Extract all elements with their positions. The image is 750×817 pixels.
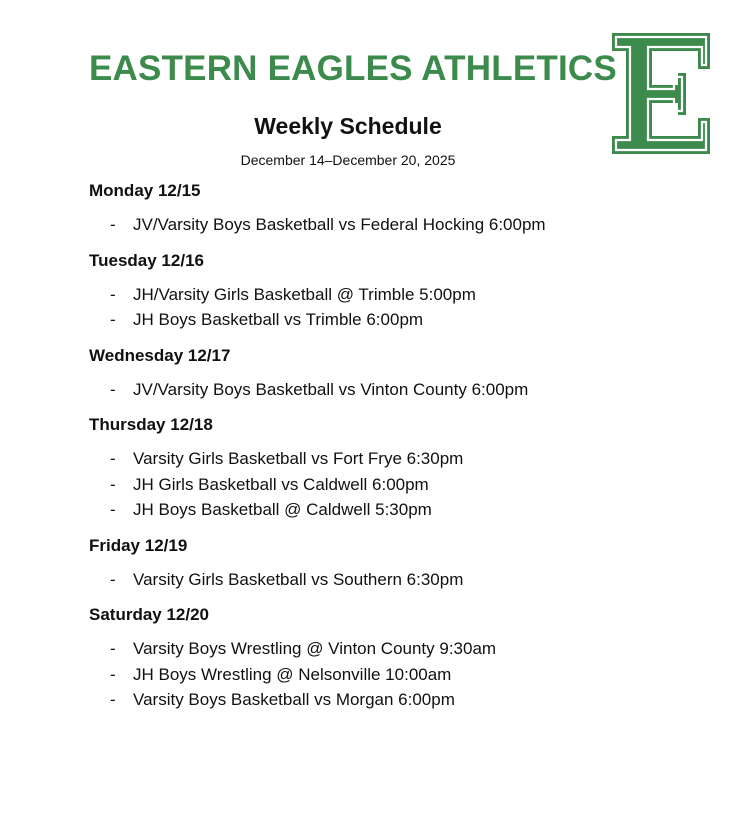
weekly-schedule (89, 179, 729, 724)
event-item (89, 636, 729, 662)
event-item (89, 307, 729, 333)
day-heading: Thursday 12/18 (89, 415, 213, 434)
bullet-dash: - (110, 284, 116, 304)
day-heading: Tuesday 12/16 (89, 250, 204, 270)
day-section (89, 179, 729, 238)
day-heading: Saturday 12/20 (89, 605, 210, 624)
event-text: JH Boys Wrestling @ Nelsonville 10:00am (133, 664, 452, 684)
event-item (89, 212, 729, 238)
schedule-subtitle: Weekly Schedule (254, 113, 442, 139)
event-list (89, 282, 729, 333)
event-text: JV/Varsity Boys Basketball vs Vinton County 6:00pm (133, 379, 529, 399)
day-section (89, 603, 729, 713)
bullet-dash: - (110, 449, 116, 468)
event-text: Varsity Boys Basketball vs Morgan 6:00pm (133, 690, 455, 709)
bullet-dash: - (110, 215, 116, 234)
day-section (89, 413, 729, 523)
bullet-dash: - (110, 474, 116, 494)
event-item (89, 446, 729, 472)
day-heading: Wednesday 12/17 (89, 345, 231, 365)
event-item (89, 567, 729, 593)
bullet-dash: - (110, 569, 116, 589)
bullet-dash: - (110, 379, 116, 399)
bullet-dash: - (110, 310, 116, 329)
day-section (89, 249, 729, 333)
date-range: December 14–December 20, 2025 (240, 152, 456, 168)
bullet-dash: - (110, 500, 116, 519)
event-list (89, 212, 729, 238)
event-item (89, 377, 729, 403)
event-item (89, 472, 729, 498)
event-list (89, 446, 729, 523)
event-item (89, 662, 729, 688)
event-text: JH Boys Basketball @ Caldwell 5:30pm (133, 500, 432, 519)
day-section (89, 344, 729, 403)
day-heading: Monday 12/15 (89, 181, 201, 200)
day-heading: Friday 12/19 (89, 535, 188, 555)
event-text: Varsity Girls Basketball vs Fort Frye 6:30pm (133, 449, 464, 468)
event-list (89, 377, 729, 403)
day-section (89, 534, 729, 593)
bullet-dash: - (110, 639, 116, 658)
bullet-dash: - (110, 664, 116, 684)
event-text: JH Boys Basketball vs Trimble 6:00pm (133, 310, 424, 329)
event-item (89, 497, 729, 523)
event-text: JH Girls Basketball vs Caldwell 6:00pm (133, 474, 429, 494)
event-text: JV/Varsity Boys Basketball vs Federal Hocking 6:00pm (133, 215, 546, 234)
event-text: Varsity Boys Wrestling @ Vinton County 9:30am (133, 639, 497, 658)
page-title: EASTERN EAGLES ATHLETICS (89, 49, 617, 88)
event-list (89, 567, 729, 593)
event-text: JH/Varsity Girls Basketball @ Trimble 5:00pm (133, 284, 476, 304)
event-list (89, 636, 729, 713)
bullet-dash: - (110, 690, 116, 709)
event-item (89, 687, 729, 713)
event-item (89, 282, 729, 308)
event-text: Varsity Girls Basketball vs Southern 6:30pm (133, 569, 464, 589)
